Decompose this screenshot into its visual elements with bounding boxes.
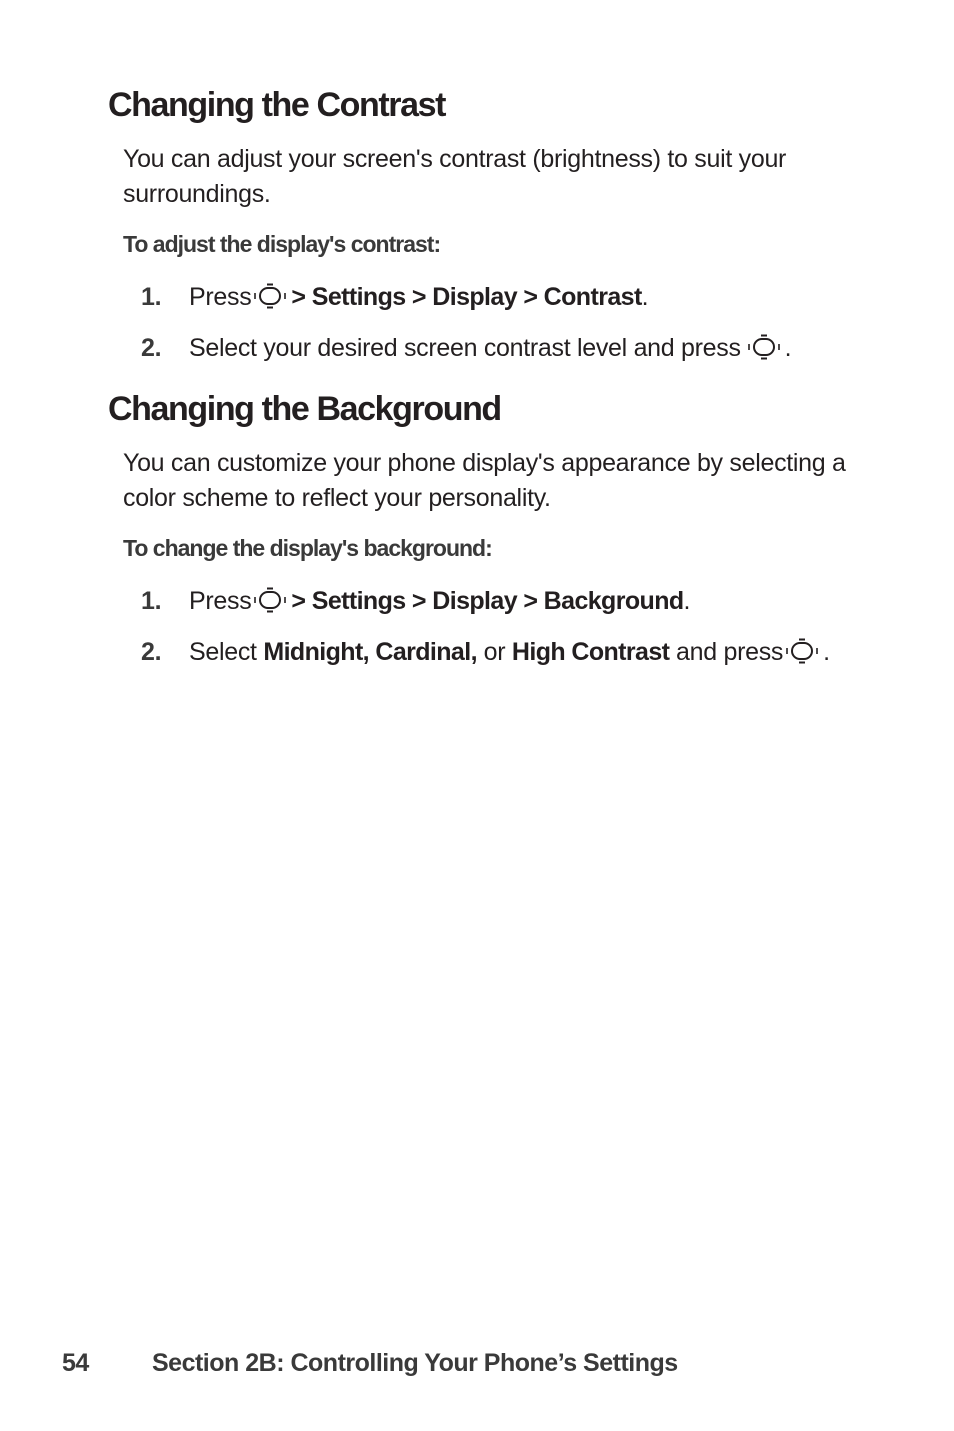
background-instructions-subheading: To change the display's background: bbox=[123, 535, 492, 561]
menu-ok-key-icon bbox=[747, 334, 781, 370]
step-select-text: Select your desired screen contrast level and press bbox=[189, 334, 741, 362]
step-number: 1. bbox=[141, 283, 162, 311]
step-select-label: Select bbox=[189, 638, 257, 666]
menu-path-background: > Settings > Display > Background bbox=[291, 587, 684, 615]
option-names-bold: Midnight, Cardinal, bbox=[263, 638, 477, 666]
option-high-contrast: High Contrast bbox=[511, 638, 670, 666]
menu-path-contrast: > Settings > Display > Contrast bbox=[291, 283, 642, 311]
menu-ok-key-icon bbox=[253, 283, 287, 319]
menu-ok-key-icon bbox=[785, 638, 819, 674]
footer-section-title: Section 2B: Controlling Your Phone’s Settings bbox=[152, 1349, 678, 1377]
contrast-instructions-subheading: To adjust the display's contrast: bbox=[123, 231, 441, 257]
step-or-label: or bbox=[483, 638, 506, 666]
step-and-press-label: and press bbox=[676, 638, 784, 666]
heading-changing-contrast: Changing the Contrast bbox=[108, 86, 446, 124]
step-number: 1. bbox=[141, 587, 162, 615]
contrast-intro-paragraph: You can adjust your screen's contrast (brightness) to suit your surroundings. bbox=[123, 145, 787, 208]
menu-ok-key-icon bbox=[253, 587, 287, 623]
step-press-label: Press bbox=[189, 587, 252, 615]
step-end-punct: . bbox=[784, 334, 792, 362]
step-end-punct: . bbox=[641, 283, 649, 311]
heading-changing-background: Changing the Background bbox=[108, 390, 501, 428]
step-text bbox=[189, 330, 791, 370]
step-number: 2. bbox=[141, 638, 162, 666]
page-number: 54 bbox=[62, 1349, 89, 1377]
step-text bbox=[189, 279, 648, 319]
background-intro-paragraph: You can customize your phone display's appearance by selecting a color scheme to reflect your personality. bbox=[123, 449, 846, 512]
step-text bbox=[189, 583, 690, 623]
step-number: 2. bbox=[141, 334, 162, 362]
step-text bbox=[189, 634, 830, 674]
step-end-punct: . bbox=[823, 638, 830, 666]
step-press-label: Press bbox=[189, 283, 252, 311]
step-end-punct: . bbox=[683, 587, 691, 615]
